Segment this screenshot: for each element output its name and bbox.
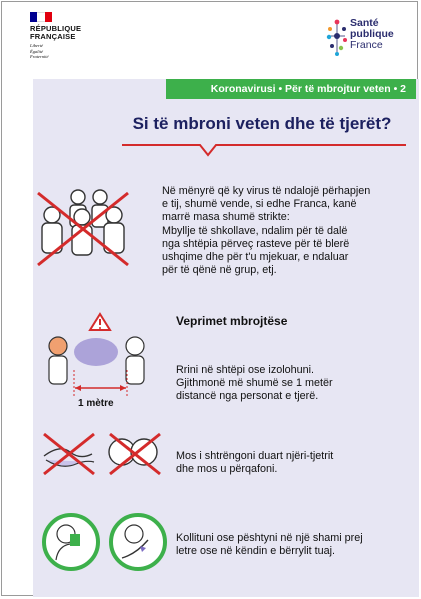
warning-icon [90,314,110,330]
french-flag-icon [30,12,52,22]
no-handshake-icon [44,434,94,474]
no-handshake-text: Mos i shtrëngoni duart njëri-tjetrit dhe mos u përqafoni. [176,450,334,476]
section-title: Veprimet mbrojtëse [176,314,288,328]
rf-motto: Liberté Égalité Fraternité [30,43,49,59]
no-gathering-icon [30,185,134,271]
rf-title: RÉPUBLIQUE FRANÇAISE [30,24,82,41]
topic-bar: Koronavirusi • Për të mbrojtur veten • 2 [166,79,416,99]
distance-illustration [40,310,160,400]
distance-label: 1 mètre [78,398,114,409]
tissue-icon [44,515,98,569]
page-title: Si të mbroni veten dhe të tjerët? [132,114,392,133]
speech-bubble-underline [120,135,408,165]
republique-francaise-logo [30,12,81,60]
stay-home-text: Rrini në shtëpi ose izolohuni. Gjithmonë më shumë se 1 metër distancë nga personat e tjerë. [176,364,333,403]
intro-paragraph: Në mënyrë që ky virus të ndalojë përhapjen e tij, shumë vende, si edhe Franca, kanë marrë masa shumë strikte: Mbyllje të shkollave, ndalim për të dalë nga shtëpia përveç rasteve për të blerë ushqime dhe për t'u mjekuar, e ndaluar për të qënë në grup, etj. [162,185,371,277]
sante-publique-dots-icon [326,18,348,58]
cough-text: Kollituni ose pështyni në një shami prej letre ose në këndin e bërrylit tuaj. [176,532,363,558]
no-contact-illustration [40,430,165,478]
elbow-cough-icon [111,515,165,569]
sante-publique-france-logo [326,18,394,58]
sante-publique-text: Santé publique France [350,17,394,51]
no-hug-icon [109,434,160,474]
cough-illustration [40,510,170,574]
